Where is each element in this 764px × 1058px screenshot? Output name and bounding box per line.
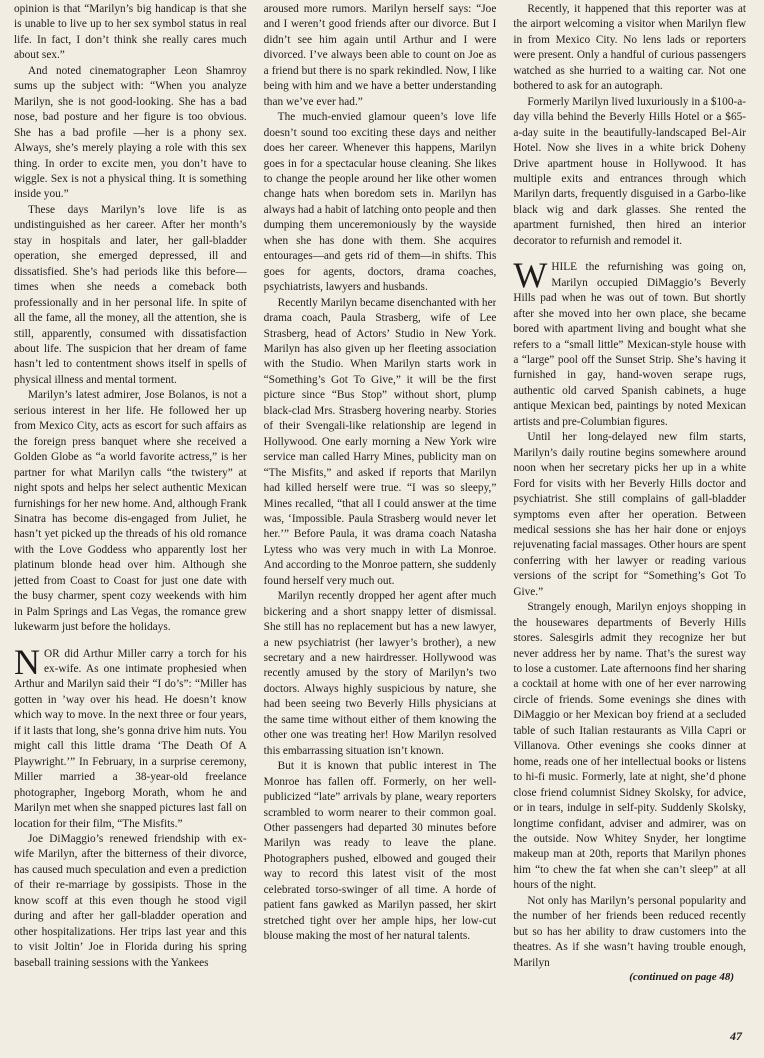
article-paragraph <box>513 255 747 430</box>
article-paragraph <box>14 641 247 832</box>
article-paragraph: Not only has Marilyn’s personal popularity and the number of her friends been reduced recently but so has her ability to draw customers into the theatres. As if she wasn’t having trouble enough, Marilyn <box>513 894 747 969</box>
article-columns <box>14 2 746 1022</box>
article-paragraph: Joe DiMaggio’s renewed friendship with ex-wife Marilyn, after the bitterness of their divorce, has caused much speculation and even a prediction of their re-marriage by gossipists. Those in the know scoff at this even though he stood vigil during and after her gall-bladder operation and other hospitalizations. Her trips last year and this to visit Joltin’ Joe in Florida during his spring baseball training sessions with the Yankees <box>14 833 247 969</box>
article-paragraph: Marilyn’s latest admirer, Jose Bolanos, is not a serious interest in her life. He followed her up from Mexico City, acts as escort for such affairs as the foreign press banquet where she received a Golden Globe as “a world favorite actress,” is her partner for what Marilyn calls “the twistery” at night spots and helps her select authentic Mexican furnishings for her new home. And, although Frank Sinatra has become dis-engaged from Juliet, he hasn’t yet picked up the threads of his old romance with the Love Goddess who apparently lost her platinum blonde head over him. Although she jetted from Coast to Coast for just one date with the busy charmer, spent cozy weekends with him in Palm Springs and Las Vegas, the romance grew lukewarm just before the holidays. <box>14 389 247 634</box>
column-3 <box>513 2 746 1022</box>
column-2 <box>264 2 497 1022</box>
article-paragraph: Strangely enough, Marilyn enjoys shopping in the housewares departments of Beverly Hills stores. Salesgirls admit they recognize her but never address her by name. That’s the surest way to lose a customer. Late afternoons find her sharing a cocktail at home with one of her ever narrowing circle of friends. Some evenings she dines with DiMaggio or her Mexican boy friend at a secluded table of such Italian restaurants as Villa Capri or Villanova. Other evenings she cooks dinner at home, reads one of her intellectual books or listens to hi-fi music. Formerly, late at night, she’d phone close friend columnist Sidney Skolsky, for advice, or in tears, indulge in self-pity. Suddenly Skolsky, longtime confidant, adviser and admirer, was on the outside. Now Whitey Snyder, her longtime makeup man at 20th, reports that Marilyn phones him “to chew the fat when she can’t sleep” at all hours of the night. <box>513 601 747 892</box>
article-paragraph: Recently Marilyn became disenchanted with her drama coach, Paula Strasberg, wife of Lee Strasberg, head of Actors’ Studio in New York. Marilyn has also given up her fleeting association with the Studio. When Marilyn starts work in “Something’s Got To Give,” it will be the first picture since “Bus Stop” without short, plump black-clad Mrs. Strasberg hovering nearby. Stories of their Svengali-like relationship are legend in Hollywood. One early morning a New York wire service man called Harry Mines, publicity man on “The Misfits,” and asked if reports that Marilyn had killed herself were true. “I was so sleepy,” Mines recalled, “that all I could answer at the time was, ‘Impossible. Paula Strasberg would never let her.’” Before Paula, it was drama coach Natasha Lytess who was very much in with La Monroe. And according to the Monroe pattern, she suddenly found herself very much out. <box>263 296 497 587</box>
article-paragraph: Recently, it happened that this reporter was at the airport welcoming a visitor when Marilyn flew in from Mexico City. No lens lads or reporters were present. Only a handful of curious passengers watched as she hurried to a waiting car. Not one bothered to ask for an autograph. <box>513 3 747 93</box>
drop-cap-letter: N <box>14 641 40 682</box>
article-paragraph: These days Marilyn’s love life is as undistinguished as her career. After her month’s stay in hospitals and later, her gall-bladder operation, she emerged depressed, ill and dissatisfied. She’s had periods like this before—times when she needs a comeback both professionally and in her personal life. In spite of all the fame, all the money, all the attention, she is still, apparently, consumed with dissatisfaction about life. The suspicion that her dream of fame hasn’t led to contentment shows itself in spells of physical illness and mental torment. <box>14 203 247 386</box>
page-number: 47 <box>730 1029 742 1043</box>
paragraph-text: OR did Arthur Miller carry a torch for his ex-wife. As one intimate prophesied when Arthur and Marilyn said their “I do’s”: “Miller has gotten in ’way over his head. He doesn’t know which way to move. In the next three or four years, if it lasts that long, she’s gonna drive him nuts. You might call this little drama ‘The Death Of A Playwright.’” In February, in a surprise ceremony, Miller married a 38-year-old freelance photographer, Ingeborg Morath, whom he and Marilyn met when she snapped pictures last fall on location for their film, “The Misfits.” <box>14 647 247 830</box>
article-paragraph: Formerly Marilyn lived luxuriously in a $100-a-day villa behind the Beverly Hills Hotel or a $65-a-day suite in the beautifully-landscaped Bel-Air Hotel. Now she lives in a white brick Doheny Drive apartment house in Hollywood. It has multiple exits and entrances through which Marilyn darts, frequently disguised in a Garbo-like black wig and dark glasses. She rented the apartment furnished, then hired an interior decorator to refurnish and remodel it. <box>513 95 747 247</box>
continued-note: (continued on page 48) <box>629 971 735 984</box>
article-paragraph: And noted cinematographer Leon Shamroy sums up the subject with: “When you analyze Marilyn, she is not good-looking. She has a bad nose, bad posture and her figure is too obvious. She has a bad profile —her is a phony sex. Always, she’s merely playing a role with this sex thing. In order to excite men, you don’t have to wiggle. Sex is not a physical thing. It is something inside you.” <box>14 64 247 201</box>
article-paragraph: opinion is that “Marilyn’s big handicap is that she is unable to live up to her sex symbol status in real life. In fact, I don’t think she really cares much about sex.” <box>14 3 247 62</box>
paragraph-text: HILE the refurnishing was going on, Marilyn occupied DiMaggio’s Beverly Hills pad when he was out of town. But shortly after she moved into her own place, she became bored with apartment living and bought what she refers to a “small little” Mexican-style house with a “large” pool off the Sunset Strip. She’s having it furnished in gay, hand-woven serape rugs, authentic old carved Spanish cabinets, a huge antique Mexican bed, paintings by noted Mexican artists and pre-Columbian figures. <box>513 261 747 428</box>
article-paragraph: The much-envied glamour queen’s love life doesn’t sound too exciting these days and neither does her career. Whenever this happens, Marilyn goes in for a spectacular house cleaning. She likes to change the people around her like other women change hats when boredom sets in. Marilyn has always had a habit of latching onto people and then dumping them unceremoniously by the wayside when she has done with them. She acquires entourages—and gets rid of them—in shifts. This goes for agents, doctors, drama coaches, psychiatrists, lawyers and husbands. <box>263 111 497 294</box>
article-paragraph: Marilyn recently dropped her agent after much bickering and a short snappy letter of dismissal. She still has no replacement but has a new lawyer, a new psychiatrist (her lawyer’s brother), a new secretary and a new hairdresser. Hollywood was recently amused by the story of Marilyn’s two doctors. Always highly suspicious by nature, she had been seeing two Beverly Hills physicians at the same time without either of them knowing the other one was treating her! How Marilyn resolved this embarrassing situation isn’t known. <box>263 590 497 757</box>
article-paragraph: aroused more rumors. Marilyn herself says: “Joe and I weren’t good friends after our divorce. But I didn’t see him again until Arthur and I were divorced. I’ve always been able to count on Joe as a friend but there is no spark rekindled. Now, I like being with him and we have a better understanding than we’ve ever had.” <box>263 3 497 108</box>
column-1 <box>14 2 247 1022</box>
article-paragraph: Until her long-delayed new film starts, Marilyn’s daily routine begins somewhere around noon when her secretary picks her up in a white Ford for visits with her Beverly Hills doctor and psychiatrist. She still complains of gall-bladder symptoms even after her operation. Between medical sessions she has her hair done or enjoys rejuvenating facial massages. Other hours are spent conferring with her lawyer or reading various versions of the script for “Something’s Got To Give.” <box>513 431 747 598</box>
drop-cap-letter: W <box>513 255 548 296</box>
article-paragraph: But it is known that public interest in The Monroe has fallen off. Formerly, on her well-publicized “late” arrivals by plane, weary reporters scrambled to worm nearer to their common goal. Other passengers had departed 30 minutes before Marilyn was ready to leave the plane. Photographers pushed, elbowed and gouged their way to record this latest visit of the most celebrated torso-swinger of all time. A horde of patient fans gawked as Marilyn passed, her skirt stretched tight over her ample hips, her low-cut blouse making the most of her natural talents. <box>263 760 497 943</box>
